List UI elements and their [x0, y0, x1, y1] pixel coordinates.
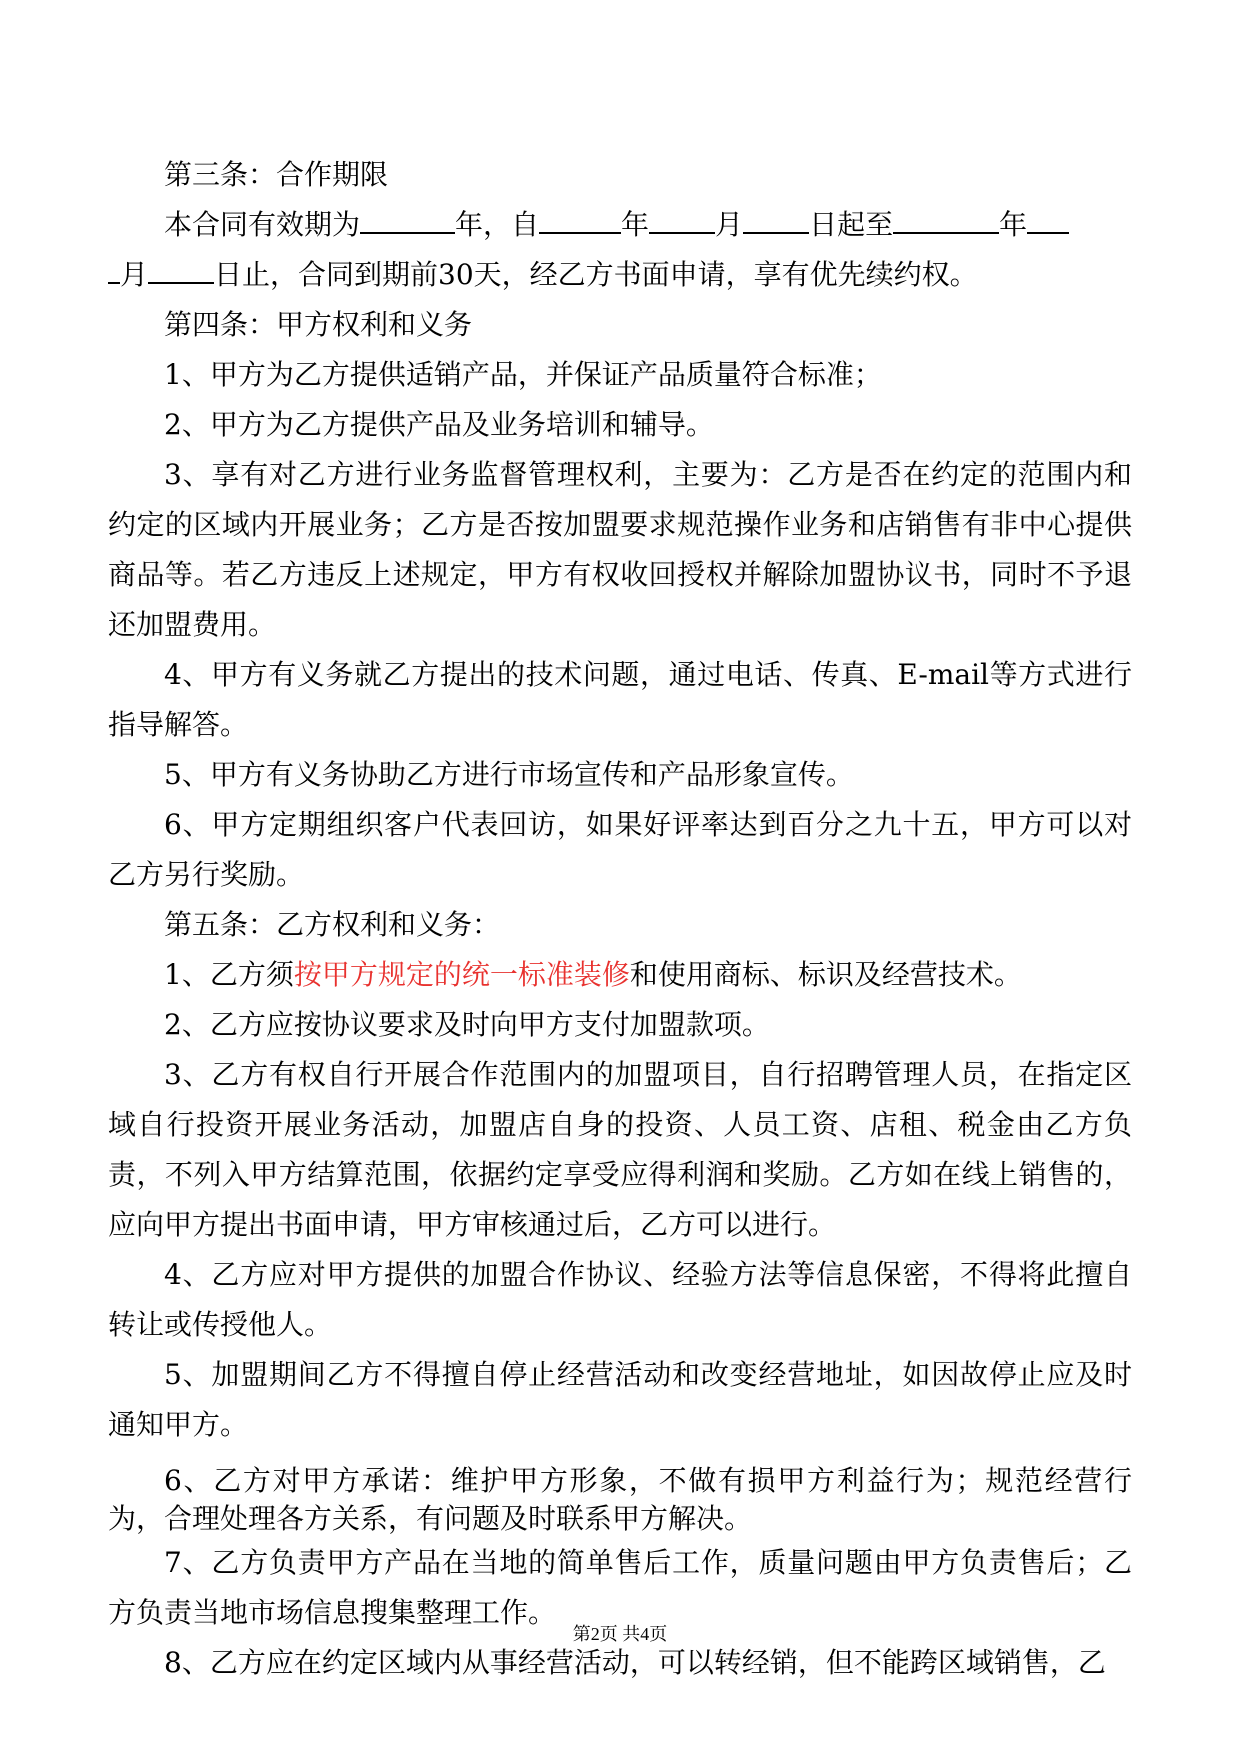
- article4-item-4: 4、甲方有义务就乙方提出的技术问题，通过电话、传真、E-mail等方式进行指导解答。: [108, 658, 1132, 741]
- term-text-5: 日起至: [809, 208, 894, 241]
- term-text-4: 月: [715, 208, 744, 241]
- article4-item-2: 2、甲方为乙方提供产品及业务培训和辅导。: [164, 408, 714, 441]
- article5-item-5: 5、加盟期间乙方不得擅自停止经营活动和改变经营地址，如因故停止应及时通知甲方。: [108, 1358, 1132, 1441]
- blank-start-day: [743, 202, 809, 234]
- article5-item-1-pre: 1、乙方须: [164, 958, 294, 991]
- article4-heading: 第四条：甲方权利和义务: [164, 308, 473, 341]
- article5-item-3: 3、乙方有权自行开展合作范围内的加盟项目，自行招聘管理人员，在指定区域自行投资开展业务活动，加盟店自身的投资、人员工资、店租、税金由乙方负责，不列入甲方结算范围，依据约定享受应得利润和奖励。乙方如在线上销售的，应向甲方提出书面申请，甲方审核通过后，乙方可以进行。: [108, 1058, 1132, 1241]
- term-line: [108, 200, 1132, 250]
- article5-item-1-highlight: 按甲方规定的统一标准装修: [293, 958, 630, 991]
- page-number: 第2页 共4页: [572, 1624, 668, 1644]
- term-text-3: 年: [621, 208, 650, 241]
- blank-end-day: [148, 252, 214, 284]
- article5-item-2: 2、乙方应按协议要求及时向甲方支付加盟款项。: [164, 1008, 770, 1041]
- article5-item-7: 7、乙方负责甲方产品在当地的简单售后工作，质量问题由甲方负责售后；乙方负责当地市场信息搜集整理工作。: [108, 1546, 1132, 1629]
- article5-item-4: 4、乙方应对甲方提供的加盟合作协议、经验方法等信息保密，不得将此擅自转让或传授他人。: [108, 1258, 1132, 1341]
- article5-item-6: 6、乙方对甲方承诺：维护甲方形象，不做有损甲方利益行为；规范经营行为，合理处理各方关系，有问题及时联系甲方解决。: [108, 1464, 1132, 1535]
- article4-item-1: 1、甲方为乙方提供适销产品，并保证产品质量符合标准；: [164, 358, 882, 391]
- term-line-2: [108, 250, 1132, 300]
- article5-item-1-post: 和使用商标、标识及经营技术。: [629, 958, 1022, 991]
- term-text-1: 本合同有效期为: [164, 208, 361, 241]
- term-text-2: 年，自: [455, 208, 540, 241]
- article5-item-8: 8、乙方应在约定区域内从事经营活动，可以转经销，但不能跨区域销售，乙: [164, 1646, 1106, 1679]
- article5-heading: 第五条：乙方权利和义务：: [164, 908, 501, 941]
- document-body: [108, 150, 1132, 1688]
- article3-heading: 第三条：合作期限: [164, 158, 389, 191]
- blank-start-year: [539, 202, 621, 234]
- blank-start-month: [649, 202, 715, 234]
- article5-item-1: [108, 950, 1132, 1000]
- blank-end-month-a: [1027, 202, 1069, 234]
- blank-end-year: [893, 202, 999, 234]
- article4-item-3: 3、享有对乙方进行业务监督管理权利，主要为：乙方是否在约定的范围内和约定的区域内开展业务；乙方是否按加盟要求规范操作业务和店销售有非中心提供商品等。若乙方违反上述规定，甲方有权收回授权并解除加盟协议书，同时不予退还加盟费用。: [108, 458, 1132, 641]
- term-text-6: 年: [999, 208, 1028, 241]
- blank-end-month-b: [108, 252, 120, 284]
- term-text-8: 日止，合同到期前30天，经乙方书面申请，享有优先续约权。: [214, 258, 978, 291]
- term-text-7: 月: [120, 258, 149, 291]
- article4-item-5: 5、甲方有义务协助乙方进行市场宣传和产品形象宣传。: [164, 758, 854, 791]
- article4-item-6: 6、甲方定期组织客户代表回访，如果好评率达到百分之九十五，甲方可以对乙方另行奖励。: [108, 808, 1132, 891]
- blank-years: [360, 202, 455, 234]
